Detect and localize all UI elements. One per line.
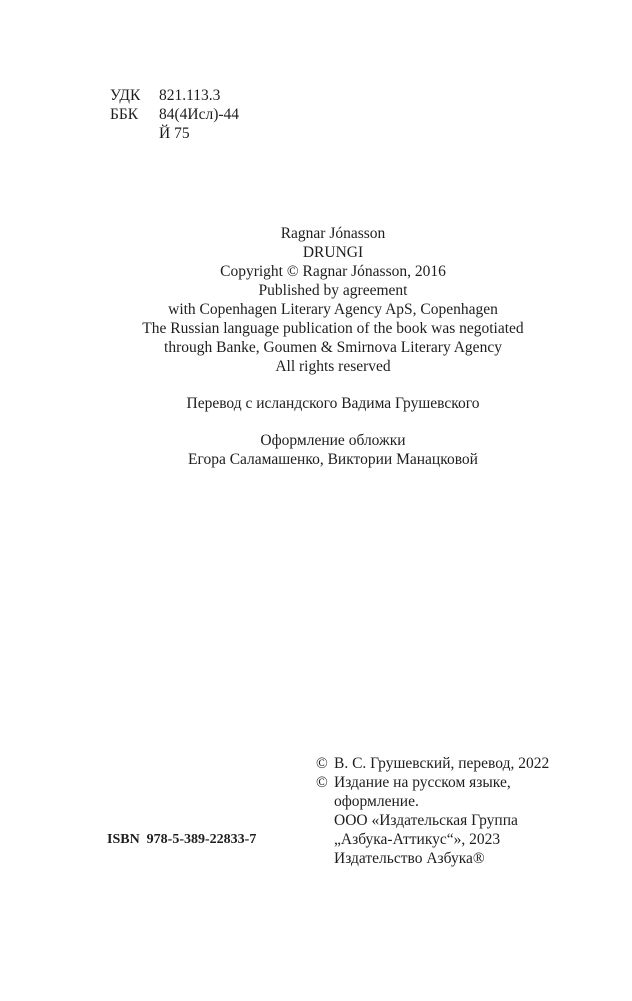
udk-row [110, 86, 239, 105]
copyright-text: оформление. [334, 793, 419, 810]
original-title: DRUNGI [302, 244, 364, 261]
author-mark-row [110, 124, 239, 143]
copyright-text: Издание на русском языке, [334, 774, 511, 791]
rights-line: with Copenhagen Literary Agency ApS, Copenhagen [168, 301, 498, 318]
code-value: 84(4Исл)-44 [159, 106, 240, 123]
rights-line: All rights reserved [275, 358, 391, 375]
translator: Перевод с исландского Вадима Грушевского [186, 395, 480, 412]
cover-design-label: Оформление обложки [260, 432, 406, 449]
copyright-notices [316, 754, 549, 868]
translation-credit [0, 394, 632, 413]
copyright-symbol: © [316, 755, 328, 772]
copyright-row [316, 773, 549, 792]
code-label: УДК [110, 87, 141, 104]
copyright-row [316, 811, 549, 830]
bbk-row [110, 105, 239, 124]
cover-designers: Егора Саламашенко, Виктории Манацковой [188, 451, 478, 468]
cover-design-credit [0, 431, 632, 469]
copyright-text: ООО «Издательская Группа [334, 812, 518, 829]
copyright-row [316, 754, 549, 773]
rights-block [0, 224, 632, 376]
copyright-row [316, 830, 549, 849]
copyright-text: „Азбука-Аттикус“», 2023 [334, 831, 501, 848]
copyright-line: Copyright © Ragnar Jónasson, 2016 [220, 263, 446, 280]
copyright-symbol: © [316, 774, 328, 791]
code-label: ББК [110, 106, 139, 123]
copyright-row [316, 849, 549, 868]
isbn: ISBN 978-5-389-22833-7 [107, 832, 257, 847]
copyright-row [316, 792, 549, 811]
rights-line: The Russian language publication of the book was negotiated [142, 320, 524, 337]
author-name: Ragnar Jónasson [280, 225, 386, 242]
copyright-text: Издательство Азбука® [334, 850, 485, 867]
classification-codes [110, 86, 239, 143]
rights-line: through Banke, Goumen & Smirnova Literary Agency [164, 339, 502, 356]
rights-line: Published by agreement [258, 282, 408, 299]
code-value: 821.113.3 [159, 87, 221, 104]
copyright-text: В. С. Грушевский, перевод, 2022 [334, 755, 550, 772]
code-value: Й 75 [159, 125, 190, 142]
